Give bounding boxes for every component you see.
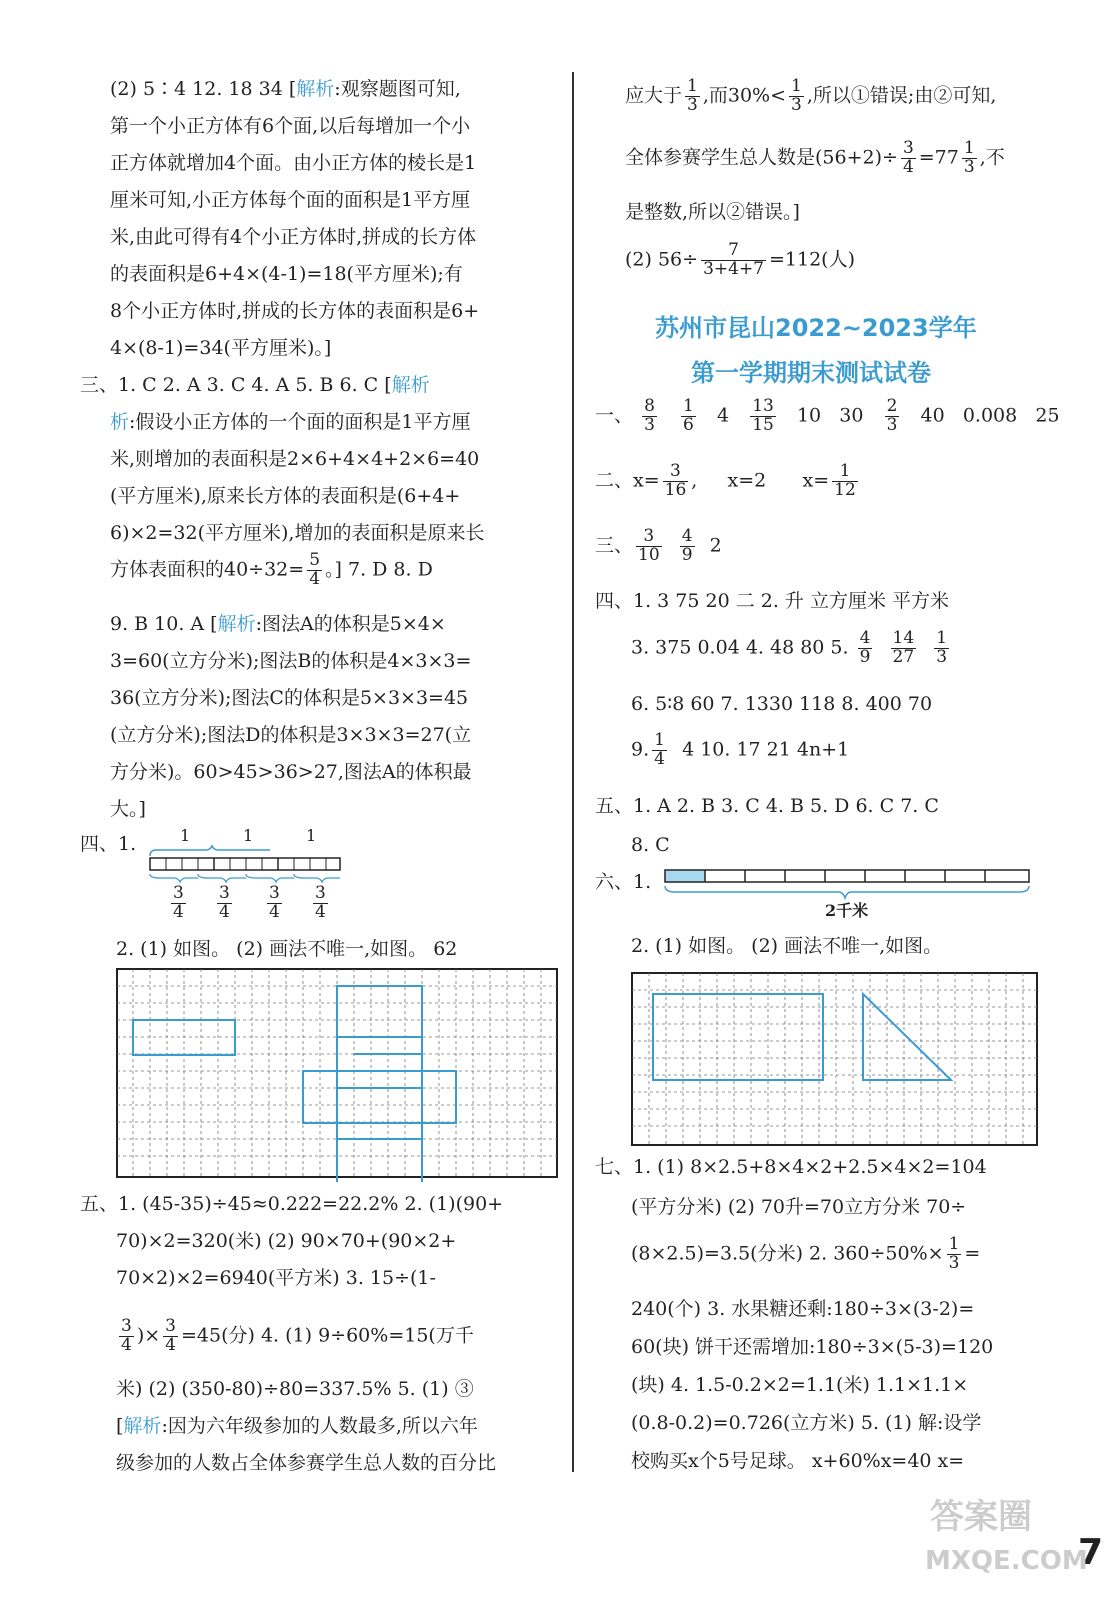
line: 应大于 $\frac{1}{3}$ ,而30%< $\frac{1}{3}$ ,所以①错误;由②可知, xyxy=(625,76,997,115)
line: 米) (2) (350-80)÷80=337.5% 5. (1) ③ xyxy=(116,1378,474,1400)
line: 70×2)×2=6940(平方米) 3. 15÷(1- xyxy=(116,1267,436,1289)
line: 70)×2=320(米) (2) 90×70+(90×2+ xyxy=(116,1230,457,1252)
line: 3=60(立方分米);图法B的体积是4×3×3= xyxy=(110,650,472,672)
line: (块) 4. 1.5-0.2×2=1.1(米) 1.1×1.1× xyxy=(631,1374,969,1396)
line: 2. (1) 如图。 (2) 画法不唯一,如图。 62 xyxy=(116,938,458,960)
line: 9. $\frac{1}{4}$ 4 10. 17 21 4n+1 xyxy=(631,730,850,769)
line: (平方分米) (2) 70升=70立方分米 70÷ xyxy=(631,1196,967,1218)
line: $\frac{3}{4}$ )× $\frac{3}{4}$ =45(分) 4. (1) 9÷60%=15(万千 xyxy=(121,1316,474,1355)
fraction-label: $\frac{3}{4}$ xyxy=(315,883,326,922)
line: 是整数,所以②错误。] xyxy=(625,201,800,223)
line: 四、1. xyxy=(80,833,137,855)
line: 全体参赛学生总人数是(56+2)÷ $\frac{3}{4}$ =77 $\frac{1}{3}$ ,不 xyxy=(625,138,1005,177)
diagram-label: 1 xyxy=(180,826,191,845)
line: 三、 $\frac{3}{10}$ $\frac{4}{9}$ 2 xyxy=(595,526,722,565)
line: 8个小正方体时,拼成的长方体的表面积是6+ xyxy=(110,300,480,322)
page-number: 7 xyxy=(1078,1532,1104,1573)
fraction-label: $\frac{3}{4}$ xyxy=(173,883,184,922)
line: 二、x= $\frac{3}{16}$ , x=2 x= $\frac{1}{12}$ xyxy=(595,461,856,500)
grid-figure-left xyxy=(116,968,562,1182)
line: 6)×2=32(平方厘米),增加的表面积是原来长 xyxy=(110,522,485,544)
line: 240(个) 3. 水果糖还剩:180÷3×(3-2)= xyxy=(631,1298,975,1320)
diagram-label: 1 xyxy=(306,826,317,845)
line: (平方厘米),原来长方体的表面积是(6+4+ xyxy=(110,485,461,507)
line: 四、1. 3 75 20 二 2. 升 立方厘米 平方米 xyxy=(595,590,950,612)
line: (8×2.5)=3.5(分米) 2. 360÷50%× $\frac{1}{3}$ = xyxy=(631,1234,981,1273)
line: 3. 375 0.04 4. 48 80 5. $\frac{4}{9}$ $\frac{14}{27}$ $\frac{1}{3}$ xyxy=(631,628,948,667)
watermark-logo: 答案圈 xyxy=(930,1497,1032,1537)
line: 正方体就增加4个面。由小正方体的棱长是1 xyxy=(110,152,477,174)
line: (2) 56÷ $\frac{7}{3+4+7}$ =112(人) xyxy=(625,240,856,279)
line: 4×(8-1)=34(平方厘米)。] xyxy=(110,337,332,359)
line: 五、1. (45-35)÷45≈0.222=22.2% 2. (1)(90+ xyxy=(80,1193,504,1215)
line: 六、1. xyxy=(595,871,652,893)
column-divider xyxy=(572,72,574,1472)
line: 米,则增加的表面积是2×6+4×4+2×6=40 xyxy=(110,448,480,470)
line: 三、1. C 2. A 3. C 4. A 5. B 6. C [解析 xyxy=(80,374,430,396)
line: 8. C xyxy=(631,834,670,856)
line: 校购买x个5号足球。 x+60%x=40 x= xyxy=(631,1450,965,1472)
line: 大。] xyxy=(110,798,146,820)
line: 第一个小正方体有6个面,以后每增加一个小 xyxy=(110,115,471,137)
line: 36(立方分米);图法C的体积是5×3×3=45 xyxy=(110,687,469,709)
line: 方分米)。60>45>36>27,图法A的体积最 xyxy=(110,761,472,783)
line: 厘米可知,小正方体每个面的面积是1平方厘 xyxy=(110,189,471,211)
line: 60(块) 饼干还需增加:180÷3×(5-3)=120 xyxy=(631,1336,994,1358)
line: 析:假设小正方体的一个面的面积是1平方厘 xyxy=(110,411,471,433)
watermark-text: MXQE.COM xyxy=(925,1546,1088,1576)
line: 五、1. A 2. B 3. C 4. B 5. D 6. C 7. C xyxy=(595,795,939,817)
scale-bar xyxy=(663,866,1035,906)
fraction: $\frac{5}{4}$ xyxy=(309,550,321,589)
section-title: 苏州市昆山2022~2023学年 xyxy=(655,314,977,342)
line: (0.8-0.2)=0.726(立方米) 5. (1) 解:设学 xyxy=(631,1412,982,1434)
segment-diagram xyxy=(148,844,348,884)
section-subtitle: 第一学期期末测试试卷 xyxy=(691,359,931,387)
line: 6. 5∶8 60 7. 1330 118 8. 400 70 xyxy=(631,693,933,715)
line: 米,由此可得有4个小正方体时,拼成的长方体 xyxy=(110,226,477,248)
line: 七、1. (1) 8×2.5+8×4×2+2.5×4×2=104 xyxy=(595,1156,987,1178)
line: [解析:因为六年级参加的人数最多,所以六年 xyxy=(116,1415,478,1437)
line: 方体表面积的40÷32= $\frac{5}{4}$ 。] 7. D 8. D xyxy=(110,550,433,589)
grid-figure-right xyxy=(631,972,1041,1148)
line: 的表面积是6+4×(4-1)=18(平方厘米);有 xyxy=(110,263,463,285)
line: 一、 $\frac{8}{3}$ $\frac{1}{6}$ 4 $\frac{13}{15}$ 10 30 $\frac{2}{3}$ 40 0.008 25 xyxy=(595,396,1060,435)
line: 9. B 10. A [解析:图法A的体积是5×4× xyxy=(110,613,446,635)
line: (2) 5∶4 12. 18 34 [解析:观察题图可知, xyxy=(110,78,461,100)
diagram-label: 1 xyxy=(243,826,254,845)
fraction-label: $\frac{3}{4}$ xyxy=(269,883,280,922)
line: 2. (1) 如图。 (2) 画法不唯一,如图。 xyxy=(631,935,943,957)
scale-label: 2千米 xyxy=(825,901,869,920)
fraction-label: $\frac{3}{4}$ xyxy=(219,883,230,922)
line: 级参加的人数占全体参赛学生总人数的百分比 xyxy=(116,1452,497,1474)
line: (立方分米);图法D的体积是3×3×3=27(立 xyxy=(110,724,472,746)
